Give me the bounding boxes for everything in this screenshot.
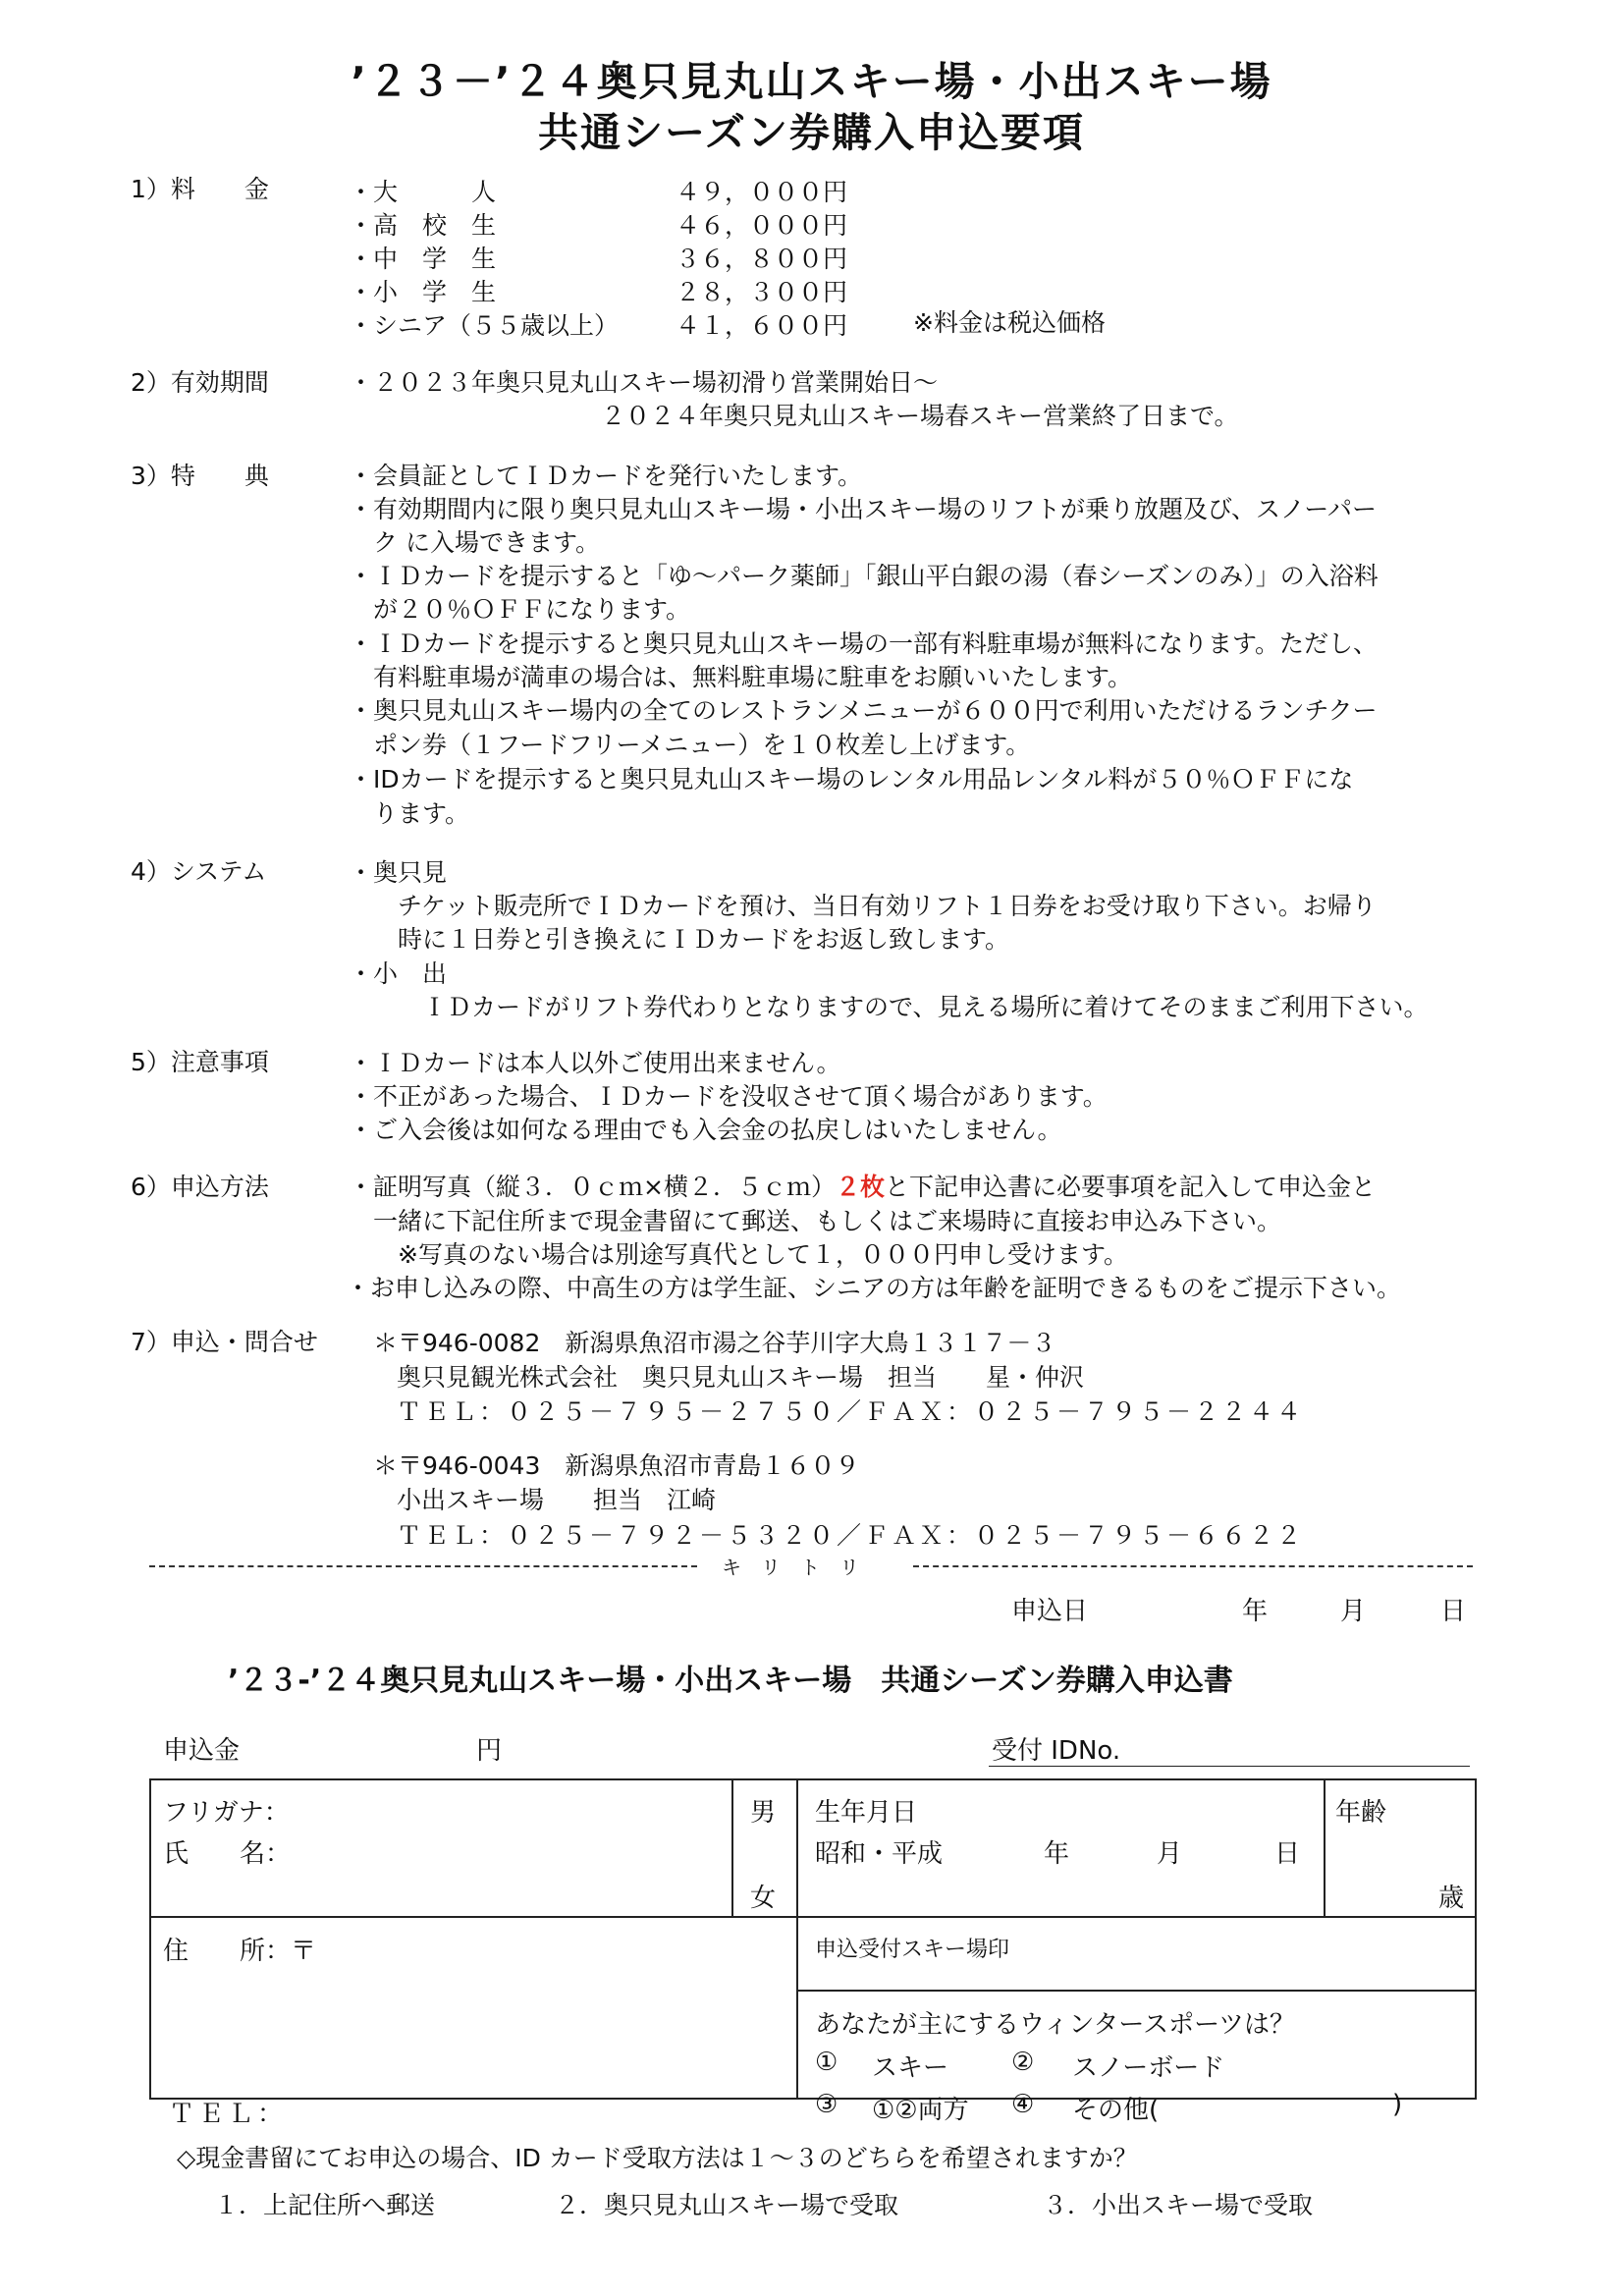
birth-month: 月 bbox=[1157, 1839, 1183, 1869]
sport-option-2-num[interactable]: ② bbox=[1011, 2048, 1035, 2077]
fee-category: ・中 学 生 bbox=[349, 245, 497, 273]
note-line: ・不正があった場合、ＩＤカードを没収させて頂く場合があります。 bbox=[349, 1082, 1108, 1111]
validity-line2: ２０２４年奥只見丸山スキー場春スキー営業終了日まで。 bbox=[601, 402, 1239, 430]
birth-year: 年 bbox=[1044, 1839, 1070, 1869]
sport-option-other-close: ) bbox=[1392, 2090, 1403, 2119]
age-label: 年齢 bbox=[1335, 1798, 1387, 1828]
cut-line-left bbox=[149, 1565, 697, 1567]
receipt-choice-koide[interactable]: ３．小出スキー場で受取 bbox=[1043, 2191, 1314, 2219]
system-line: 時に１日券と引き換えにＩＤカードをお返し致します。 bbox=[349, 925, 1010, 954]
gender-male[interactable]: 男 bbox=[750, 1798, 777, 1828]
fee-price: ３６，８００円 bbox=[676, 245, 848, 273]
system-line: ・小 出 bbox=[349, 959, 448, 988]
benefit-line: ります。 bbox=[349, 799, 470, 828]
fee-price: ４６，０００円 bbox=[676, 211, 848, 240]
contact-label: 7）申込・問合せ bbox=[131, 1328, 318, 1356]
sport-option-both[interactable]: ①②両方 bbox=[872, 2096, 969, 2125]
system-label: 4）システム bbox=[131, 857, 267, 886]
validity-line1: ・２０２３年奥只見丸山スキー場初滑り営業開始日～ bbox=[349, 368, 939, 397]
apply-line4: ・お申し込みの際、中高生の方は学生証、シニアの方は年齢を証明できるものをご提示下さい。 bbox=[346, 1274, 1402, 1302]
form-divider-name-gender bbox=[731, 1778, 733, 1916]
apply-line1-pre: ・証明写真（縦３．０ｃｍ×横２．５ｃｍ） bbox=[349, 1173, 836, 1201]
address-label[interactable]: 住 所：〒 bbox=[163, 1937, 317, 1966]
apply-line1 bbox=[349, 1170, 1376, 1204]
fees-label: 1）料 金 bbox=[131, 175, 269, 203]
contact-b-tel: ＴＥＬ：０２５－７９２－５３２０／ＦＡＸ：０２５－７９５－６６２２ bbox=[397, 1521, 1305, 1550]
tax-note: ※料金は税込価格 bbox=[913, 308, 1106, 337]
form-divider-stamp bbox=[796, 1990, 1477, 1992]
fee-category: ・小 学 生 bbox=[349, 278, 497, 306]
note-line: ・ＩＤカードは本人以外ご使用出来ません。 bbox=[349, 1049, 841, 1077]
fee-price: ４９，０００円 bbox=[676, 178, 848, 206]
contact-a-address: ＊〒946-0082 新潟県魚沼市湯之谷芋川字大鳥１３１７－３ bbox=[373, 1329, 1056, 1357]
form-divider-age bbox=[1324, 1778, 1325, 1916]
age-unit: 歳 bbox=[1438, 1884, 1465, 1913]
sport-question: あなたが主にするウィンタースポーツは？ bbox=[815, 2010, 1296, 2040]
contact-b-address: ＊〒946-0043 新潟県魚沼市青島１６０９ bbox=[373, 1451, 860, 1480]
birth-era[interactable]: 昭和・平成 bbox=[815, 1839, 944, 1869]
apply-line3: ※写真のない場合は別途写真代として１，０００円申し受けます。 bbox=[349, 1240, 1128, 1269]
form-title: ’２３-’２４奥只見丸山スキー場・小出スキー場 共通シーズン券購入申込書 bbox=[228, 1664, 1233, 1698]
sport-option-4-num[interactable]: ④ bbox=[1011, 2090, 1035, 2119]
tel-label[interactable]: ＴＥＬ： bbox=[169, 2100, 288, 2129]
validity-label: 2）有効期間 bbox=[131, 368, 269, 397]
photo-count: ２枚 bbox=[835, 1173, 885, 1201]
application-form-table bbox=[149, 1778, 1477, 2100]
benefit-line: 有料駐車場が満車の場合は、無料駐車場に駐車をお願いいたします。 bbox=[349, 663, 1133, 691]
contact-a-tel: ＴＥＬ：０２５－７９５－２７５０／ＦＡＸ：０２５－７９５－２２４４ bbox=[397, 1397, 1305, 1426]
birth-day: 日 bbox=[1274, 1839, 1301, 1869]
benefit-line: ポン券（１フードフリーメニュー）を１０枚差し上げます。 bbox=[349, 731, 1031, 759]
sport-option-ski[interactable]: スキー bbox=[872, 2053, 949, 2083]
benefits-label: 3）特 典 bbox=[131, 462, 269, 490]
benefit-line: が２０％ＯＦＦになります。 bbox=[349, 595, 691, 624]
fee-category: ・シニア（５５歳以上） bbox=[349, 311, 620, 340]
stamp-label: 申込受付スキー場印 bbox=[815, 1938, 1010, 1962]
fee-yen: 円 bbox=[476, 1736, 503, 1766]
furigana-label[interactable]: フリガナ： bbox=[163, 1798, 290, 1828]
system-line: ＩＤカードがリフト券代わりとなりますので、見える場所に着けてそのままご利用下さい。 bbox=[349, 993, 1429, 1021]
sport-option-other[interactable]: その他( bbox=[1072, 2096, 1160, 2125]
benefit-line: ・IDカードを提示すると奥只見丸山スキー場のレンタル用品レンタル料が５０％ＯＦＦにな bbox=[349, 765, 1354, 793]
benefit-line: ・会員証としてＩＤカードを発行いたします。 bbox=[349, 462, 863, 490]
receipt-id-label: 受付 IDNo. bbox=[992, 1736, 1121, 1766]
cut-line-right bbox=[913, 1565, 1473, 1567]
apply-date-day: 日 bbox=[1440, 1597, 1467, 1626]
apply-date-month: 月 bbox=[1340, 1597, 1367, 1626]
page-title-line2: 共通シーズン券購入申込要項 bbox=[538, 109, 1085, 156]
system-line: チケット販売所でＩＤカードを預け、当日有効リフト１日券をお受け取り下さい。お帰り bbox=[349, 892, 1377, 920]
page-title-line1: ’２３－’２４奥只見丸山スキー場・小出スキー場 bbox=[351, 58, 1272, 105]
fee-category: ・高 校 生 bbox=[349, 211, 497, 240]
benefit-line: ク に入場できます。 bbox=[349, 528, 600, 557]
birth-label: 生年月日 bbox=[815, 1798, 918, 1828]
benefit-line: ・有効期間内に限り奥只見丸山スキー場・小出スキー場のリフトが乗り放題及び、スノーパー bbox=[349, 495, 1378, 523]
contact-b-company: 小出スキー場 担当 江崎 bbox=[397, 1486, 717, 1514]
benefit-line: ・ＩＤカードを提示すると奥只見丸山スキー場の一部有料駐車場が無料になります。ただし、 bbox=[349, 629, 1379, 658]
apply-line1-post: と下記申込書に必要事項を記入して申込金と bbox=[884, 1173, 1376, 1201]
receipt-method-question: ◇現金書留にてお申込の場合、ID カード受取方法は１～３のどちらを希望されますか？ bbox=[177, 2144, 1138, 2172]
benefit-line: ・ＩＤカードを提示すると「ゆ～パーク薬師」「銀山平白銀の湯（春シーズンのみ）」の入浴料 bbox=[349, 562, 1379, 590]
receipt-choice-mail[interactable]: １．上記住所へ郵送 bbox=[214, 2191, 436, 2219]
fee-price: ４１，６００円 bbox=[676, 311, 848, 340]
fee-amount-label: 申込金 bbox=[163, 1736, 241, 1766]
fee-price: ２８，３００円 bbox=[676, 278, 848, 306]
apply-line2: 一緒に下記住所まで現金書留にて郵送、もしくはご来場時に直接お申込み下さい。 bbox=[349, 1207, 1282, 1235]
name-label[interactable]: 氏 名： bbox=[163, 1839, 292, 1869]
form-divider-row1 bbox=[149, 1916, 1477, 1918]
fee-category: ・大 人 bbox=[349, 178, 497, 206]
contact-a-company: 奥只見観光株式会社 奥只見丸山スキー場 担当 星・仲沢 bbox=[397, 1363, 1085, 1392]
sport-option-1-num[interactable]: ① bbox=[815, 2048, 839, 2077]
sport-option-3-num[interactable]: ③ bbox=[815, 2090, 839, 2119]
gender-female[interactable]: 女 bbox=[750, 1884, 777, 1913]
benefit-line: ・奥只見丸山スキー場内の全てのレストランメニューが６００円で利用いただけるランチクー bbox=[349, 696, 1378, 725]
note-line: ・ご入会後は如何なる理由でも入会金の払戻しはいたしません。 bbox=[349, 1116, 1062, 1144]
cut-label: キ リ ト リ bbox=[722, 1556, 859, 1579]
receipt-id-underline bbox=[989, 1766, 1470, 1767]
system-line: ・奥只見 bbox=[349, 858, 448, 887]
apply-date-label: 申込日 bbox=[1011, 1597, 1089, 1626]
form-divider-mid bbox=[796, 1778, 798, 2100]
receipt-choice-okutadami[interactable]: ２．奥只見丸山スキー場で受取 bbox=[555, 2191, 899, 2219]
apply-date-year: 年 bbox=[1242, 1597, 1269, 1626]
apply-label: 6）申込方法 bbox=[131, 1173, 269, 1201]
notes-label: 5）注意事項 bbox=[131, 1048, 269, 1076]
sport-option-snowboard[interactable]: スノーボード bbox=[1072, 2053, 1225, 2083]
